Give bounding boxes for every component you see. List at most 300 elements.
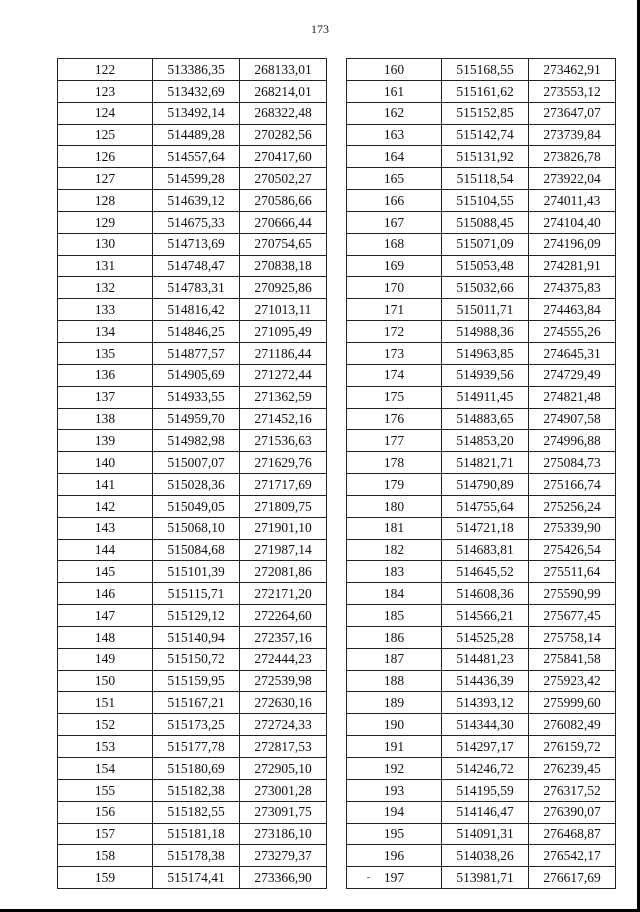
y-coordinate-cell: 270666,44 (240, 211, 327, 233)
table-row (347, 408, 616, 430)
point-number-cell: 194 (347, 801, 442, 823)
x-coordinate-cell: 515180,69 (153, 758, 240, 780)
point-number-cell: 168 (347, 233, 442, 255)
point-number-cell: 128 (58, 190, 153, 212)
x-coordinate-cell: 515101,39 (153, 561, 240, 583)
y-coordinate-cell: 272724,33 (240, 714, 327, 736)
point-number-cell: 139 (58, 430, 153, 452)
table-row (58, 321, 327, 343)
table-row (58, 255, 327, 277)
table-row (58, 867, 327, 889)
table-row (58, 190, 327, 212)
point-number-cell: 183 (347, 561, 442, 583)
x-coordinate-cell: 515161,62 (442, 80, 529, 102)
table-row (347, 386, 616, 408)
y-coordinate-cell: 272817,53 (240, 736, 327, 758)
table-row (58, 452, 327, 474)
table-row (58, 692, 327, 714)
y-coordinate-cell: 274555,26 (529, 321, 616, 343)
table-row (58, 801, 327, 823)
table-row (347, 626, 616, 648)
point-number-cell: 163 (347, 124, 442, 146)
point-number-cell: 124 (58, 102, 153, 124)
point-number-cell: 132 (58, 277, 153, 299)
table-row (58, 539, 327, 561)
y-coordinate-cell: 273279,37 (240, 845, 327, 867)
x-coordinate-cell: 515152,85 (442, 102, 529, 124)
table-row (347, 867, 616, 889)
y-coordinate-cell: 273826,78 (529, 146, 616, 168)
point-number-cell: 162 (347, 102, 442, 124)
x-coordinate-cell: 514481,23 (442, 648, 529, 670)
x-coordinate-cell: 514557,64 (153, 146, 240, 168)
point-number-cell: 141 (58, 474, 153, 496)
point-number-cell: 122 (58, 59, 153, 81)
x-coordinate-cell: 514883,65 (442, 408, 529, 430)
y-coordinate-cell: 276468,87 (529, 823, 616, 845)
x-coordinate-cell: 514297,17 (442, 736, 529, 758)
point-number-cell: 155 (58, 779, 153, 801)
point-number-cell: 150 (58, 670, 153, 692)
x-coordinate-cell: 514675,33 (153, 211, 240, 233)
table-row (58, 233, 327, 255)
point-number-cell: 184 (347, 583, 442, 605)
x-coordinate-cell: 514393,12 (442, 692, 529, 714)
point-number-cell: 125 (58, 124, 153, 146)
x-coordinate-cell: 513981,71 (442, 867, 529, 889)
y-coordinate-cell: 274375,83 (529, 277, 616, 299)
x-coordinate-cell: 515071,09 (442, 233, 529, 255)
y-coordinate-cell: 272539,98 (240, 670, 327, 692)
y-coordinate-cell: 273922,04 (529, 168, 616, 190)
point-number-cell: 126 (58, 146, 153, 168)
y-coordinate-cell: 274463,84 (529, 299, 616, 321)
table-row (58, 605, 327, 627)
point-number-cell: 140 (58, 452, 153, 474)
y-coordinate-cell: 274821,48 (529, 386, 616, 408)
x-coordinate-cell: 514783,31 (153, 277, 240, 299)
y-coordinate-cell: 271452,16 (240, 408, 327, 430)
point-number-cell: 144 (58, 539, 153, 561)
x-coordinate-cell: 515068,10 (153, 517, 240, 539)
y-coordinate-cell: 273739,84 (529, 124, 616, 146)
x-coordinate-cell: 514846,25 (153, 321, 240, 343)
x-coordinate-cell: 515118,54 (442, 168, 529, 190)
point-number-cell: 186 (347, 626, 442, 648)
y-coordinate-cell: 270586,66 (240, 190, 327, 212)
y-coordinate-cell: 275677,45 (529, 605, 616, 627)
point-number-cell: 131 (58, 255, 153, 277)
y-coordinate-cell: 275923,42 (529, 670, 616, 692)
y-coordinate-cell: 273462,91 (529, 59, 616, 81)
point-number-cell: 193 (347, 779, 442, 801)
y-coordinate-cell: 270838,18 (240, 255, 327, 277)
x-coordinate-cell: 515168,55 (442, 59, 529, 81)
point-number-cell: 130 (58, 233, 153, 255)
table-row (347, 190, 616, 212)
y-coordinate-cell: 274996,88 (529, 430, 616, 452)
point-number-cell: 149 (58, 648, 153, 670)
y-coordinate-cell: 272357,16 (240, 626, 327, 648)
y-coordinate-cell: 271809,75 (240, 495, 327, 517)
table-row (347, 714, 616, 736)
point-number-cell: 129 (58, 211, 153, 233)
point-number-cell: 187 (347, 648, 442, 670)
table-row (347, 474, 616, 496)
table-row (58, 517, 327, 539)
y-coordinate-cell: 273366,90 (240, 867, 327, 889)
y-coordinate-cell: 275166,74 (529, 474, 616, 496)
table-row (58, 364, 327, 386)
table-row (58, 583, 327, 605)
point-number-cell: 136 (58, 364, 153, 386)
y-coordinate-cell: 276617,69 (529, 867, 616, 889)
x-coordinate-cell: 515028,36 (153, 474, 240, 496)
x-coordinate-cell: 514683,81 (442, 539, 529, 561)
y-coordinate-cell: 268322,48 (240, 102, 327, 124)
point-number-cell: 171 (347, 299, 442, 321)
point-number-cell: 166 (347, 190, 442, 212)
table-row (58, 211, 327, 233)
table-row (347, 211, 616, 233)
table-row (58, 758, 327, 780)
x-coordinate-cell: 515104,55 (442, 190, 529, 212)
point-number-cell: 173 (347, 342, 442, 364)
table-row (347, 583, 616, 605)
table-row (58, 430, 327, 452)
x-coordinate-cell: 515007,07 (153, 452, 240, 474)
y-coordinate-cell: 276317,52 (529, 779, 616, 801)
y-coordinate-cell: 276159,72 (529, 736, 616, 758)
point-number-cell: 135 (58, 342, 153, 364)
table-row (347, 168, 616, 190)
point-number-cell: 156 (58, 801, 153, 823)
table-row (347, 255, 616, 277)
y-coordinate-cell: 275999,60 (529, 692, 616, 714)
y-coordinate-cell: 276239,45 (529, 758, 616, 780)
point-number-cell: 147 (58, 605, 153, 627)
y-coordinate-cell: 275339,90 (529, 517, 616, 539)
x-coordinate-cell: 515182,55 (153, 801, 240, 823)
point-number-cell: 189 (347, 692, 442, 714)
coordinates-table-left (57, 58, 327, 889)
table-row (347, 80, 616, 102)
x-coordinate-cell: 515178,38 (153, 845, 240, 867)
y-coordinate-cell: 271186,44 (240, 342, 327, 364)
table-row (58, 342, 327, 364)
table-row (347, 561, 616, 583)
y-coordinate-cell: 270502,27 (240, 168, 327, 190)
x-coordinate-cell: 514038,26 (442, 845, 529, 867)
y-coordinate-cell: 275590,99 (529, 583, 616, 605)
y-coordinate-cell: 271272,44 (240, 364, 327, 386)
table-row (347, 801, 616, 823)
y-coordinate-cell: 271901,10 (240, 517, 327, 539)
table-row (347, 430, 616, 452)
x-coordinate-cell: 514344,30 (442, 714, 529, 736)
point-number-cell: 146 (58, 583, 153, 605)
table-row (58, 495, 327, 517)
point-number-cell: 153 (58, 736, 153, 758)
x-coordinate-cell: 515173,25 (153, 714, 240, 736)
y-coordinate-cell: 276082,49 (529, 714, 616, 736)
x-coordinate-cell: 514566,21 (442, 605, 529, 627)
y-coordinate-cell: 272444,23 (240, 648, 327, 670)
y-coordinate-cell: 274729,49 (529, 364, 616, 386)
y-coordinate-cell: 272905,10 (240, 758, 327, 780)
y-coordinate-cell: 271013,11 (240, 299, 327, 321)
table-row (347, 692, 616, 714)
y-coordinate-cell: 274104,40 (529, 211, 616, 233)
table-row (58, 626, 327, 648)
x-coordinate-cell: 514790,89 (442, 474, 529, 496)
x-coordinate-cell: 514982,98 (153, 430, 240, 452)
point-number-cell: 148 (58, 626, 153, 648)
y-coordinate-cell: 271987,14 (240, 539, 327, 561)
x-coordinate-cell: 514525,28 (442, 626, 529, 648)
point-number-cell: 138 (58, 408, 153, 430)
x-coordinate-cell: 514748,47 (153, 255, 240, 277)
table-row (58, 80, 327, 102)
x-coordinate-cell: 515088,45 (442, 211, 529, 233)
x-coordinate-cell: 514713,69 (153, 233, 240, 255)
point-number-cell: 178 (347, 452, 442, 474)
point-number-cell: 127 (58, 168, 153, 190)
y-coordinate-cell: 270282,56 (240, 124, 327, 146)
point-number-cell: 176 (347, 408, 442, 430)
point-number-cell: 177 (347, 430, 442, 452)
x-coordinate-cell: 515049,05 (153, 495, 240, 517)
table-row (58, 168, 327, 190)
y-coordinate-cell: 270754,65 (240, 233, 327, 255)
point-number-cell: 170 (347, 277, 442, 299)
y-coordinate-cell: 276390,07 (529, 801, 616, 823)
point-number-cell: 167 (347, 211, 442, 233)
y-coordinate-cell: 271536,63 (240, 430, 327, 452)
point-number-cell: 134 (58, 321, 153, 343)
x-coordinate-cell: 514489,28 (153, 124, 240, 146)
x-coordinate-cell: 514146,47 (442, 801, 529, 823)
table-row (58, 277, 327, 299)
y-coordinate-cell: 275758,14 (529, 626, 616, 648)
table-row (347, 845, 616, 867)
table-row (58, 59, 327, 81)
y-coordinate-cell: 273647,07 (529, 102, 616, 124)
coordinates-table-right (346, 58, 616, 889)
y-coordinate-cell: 271362,59 (240, 386, 327, 408)
table-row (347, 277, 616, 299)
y-coordinate-cell: 270417,60 (240, 146, 327, 168)
x-coordinate-cell: 515167,21 (153, 692, 240, 714)
point-number-cell: 159 (58, 867, 153, 889)
point-number-cell: 180 (347, 495, 442, 517)
table-row (58, 823, 327, 845)
x-coordinate-cell: 515084,68 (153, 539, 240, 561)
point-number-cell: 164 (347, 146, 442, 168)
y-coordinate-cell: 272081,86 (240, 561, 327, 583)
x-coordinate-cell: 514721,18 (442, 517, 529, 539)
x-coordinate-cell: 515174,41 (153, 867, 240, 889)
x-coordinate-cell: 514853,20 (442, 430, 529, 452)
table-row (58, 736, 327, 758)
point-number-cell: 160 (347, 59, 442, 81)
y-coordinate-cell: 275511,64 (529, 561, 616, 583)
table-row (347, 233, 616, 255)
point-number-cell: 151 (58, 692, 153, 714)
y-coordinate-cell: 273091,75 (240, 801, 327, 823)
point-number-cell: 161 (347, 80, 442, 102)
point-number-cell: 158 (58, 845, 153, 867)
y-coordinate-cell: 273553,12 (529, 80, 616, 102)
x-coordinate-cell: 515142,74 (442, 124, 529, 146)
x-coordinate-cell: 514246,72 (442, 758, 529, 780)
x-coordinate-cell: 514988,36 (442, 321, 529, 343)
x-coordinate-cell: 514645,52 (442, 561, 529, 583)
table-row (347, 59, 616, 81)
point-number-cell: 133 (58, 299, 153, 321)
y-coordinate-cell: 273001,28 (240, 779, 327, 801)
x-coordinate-cell: 514608,36 (442, 583, 529, 605)
point-number-cell: 157 (58, 823, 153, 845)
x-coordinate-cell: 515053,48 (442, 255, 529, 277)
x-coordinate-cell: 515032,66 (442, 277, 529, 299)
table-row (347, 648, 616, 670)
table-row (347, 736, 616, 758)
x-coordinate-cell: 515177,78 (153, 736, 240, 758)
y-coordinate-cell: 270925,86 (240, 277, 327, 299)
x-coordinate-cell: 515159,95 (153, 670, 240, 692)
table-row (58, 386, 327, 408)
table-row (347, 342, 616, 364)
table-row (347, 102, 616, 124)
table-row (58, 845, 327, 867)
x-coordinate-cell: 514911,45 (442, 386, 529, 408)
table-row (58, 408, 327, 430)
x-coordinate-cell: 514905,69 (153, 364, 240, 386)
x-coordinate-cell: 514963,85 (442, 342, 529, 364)
point-number-cell: 191 (347, 736, 442, 758)
x-coordinate-cell: 515115,71 (153, 583, 240, 605)
point-number-cell: 182 (347, 539, 442, 561)
x-coordinate-cell: 514959,70 (153, 408, 240, 430)
point-number-cell: 169 (347, 255, 442, 277)
point-number-cell: 192 (347, 758, 442, 780)
x-coordinate-cell: 515150,72 (153, 648, 240, 670)
y-coordinate-cell: 268133,01 (240, 59, 327, 81)
x-coordinate-cell: 514639,12 (153, 190, 240, 212)
table-row (347, 452, 616, 474)
point-number-cell: 196 (347, 845, 442, 867)
table-row (347, 823, 616, 845)
x-coordinate-cell: 514821,71 (442, 452, 529, 474)
x-coordinate-cell: 513386,35 (153, 59, 240, 81)
point-number-cell: 154 (58, 758, 153, 780)
y-coordinate-cell: 275841,58 (529, 648, 616, 670)
point-number-cell: 143 (58, 517, 153, 539)
y-coordinate-cell: 274281,91 (529, 255, 616, 277)
scan-mark (367, 877, 370, 878)
y-coordinate-cell: 273186,10 (240, 823, 327, 845)
x-coordinate-cell: 514939,56 (442, 364, 529, 386)
y-coordinate-cell: 268214,01 (240, 80, 327, 102)
y-coordinate-cell: 275426,54 (529, 539, 616, 561)
y-coordinate-cell: 271629,76 (240, 452, 327, 474)
point-number-cell: 145 (58, 561, 153, 583)
table-row (347, 605, 616, 627)
x-coordinate-cell: 514091,31 (442, 823, 529, 845)
x-coordinate-cell: 514877,57 (153, 342, 240, 364)
point-number-cell: 197 (347, 867, 442, 889)
table-row (58, 670, 327, 692)
point-number-cell: 181 (347, 517, 442, 539)
x-coordinate-cell: 514816,42 (153, 299, 240, 321)
table-row (58, 299, 327, 321)
point-number-cell: 179 (347, 474, 442, 496)
y-coordinate-cell: 271095,49 (240, 321, 327, 343)
y-coordinate-cell: 274196,09 (529, 233, 616, 255)
table-row (58, 124, 327, 146)
x-coordinate-cell: 514599,28 (153, 168, 240, 190)
x-coordinate-cell: 514436,39 (442, 670, 529, 692)
y-coordinate-cell: 275256,24 (529, 495, 616, 517)
table-row (58, 561, 327, 583)
point-number-cell: 195 (347, 823, 442, 845)
x-coordinate-cell: 513432,69 (153, 80, 240, 102)
table-row (347, 539, 616, 561)
x-coordinate-cell: 515181,18 (153, 823, 240, 845)
page-number: 173 (311, 22, 329, 36)
point-number-cell: 165 (347, 168, 442, 190)
x-coordinate-cell: 514933,55 (153, 386, 240, 408)
y-coordinate-cell: 272630,16 (240, 692, 327, 714)
table-row (58, 648, 327, 670)
table-row (347, 670, 616, 692)
y-coordinate-cell: 274011,43 (529, 190, 616, 212)
table-row (347, 495, 616, 517)
table-row (58, 146, 327, 168)
point-number-cell: 137 (58, 386, 153, 408)
x-coordinate-cell: 515182,38 (153, 779, 240, 801)
y-coordinate-cell: 275084,73 (529, 452, 616, 474)
table-row (58, 779, 327, 801)
y-coordinate-cell: 274645,31 (529, 342, 616, 364)
point-number-cell: 185 (347, 605, 442, 627)
x-coordinate-cell: 515140,94 (153, 626, 240, 648)
x-coordinate-cell: 515131,92 (442, 146, 529, 168)
table-row (58, 474, 327, 496)
point-number-cell: 188 (347, 670, 442, 692)
y-coordinate-cell: 276542,17 (529, 845, 616, 867)
y-coordinate-cell: 272264,60 (240, 605, 327, 627)
point-number-cell: 172 (347, 321, 442, 343)
table-row (347, 146, 616, 168)
x-coordinate-cell: 514755,64 (442, 495, 529, 517)
point-number-cell: 152 (58, 714, 153, 736)
x-coordinate-cell: 514195,59 (442, 779, 529, 801)
table-row (347, 364, 616, 386)
y-coordinate-cell: 272171,20 (240, 583, 327, 605)
table-row (347, 758, 616, 780)
point-number-cell: 123 (58, 80, 153, 102)
point-number-cell: 142 (58, 495, 153, 517)
y-coordinate-cell: 274907,58 (529, 408, 616, 430)
table-row (347, 124, 616, 146)
x-coordinate-cell: 515129,12 (153, 605, 240, 627)
table-row (347, 779, 616, 801)
point-number-cell: 190 (347, 714, 442, 736)
table-row (347, 517, 616, 539)
table-row (347, 321, 616, 343)
